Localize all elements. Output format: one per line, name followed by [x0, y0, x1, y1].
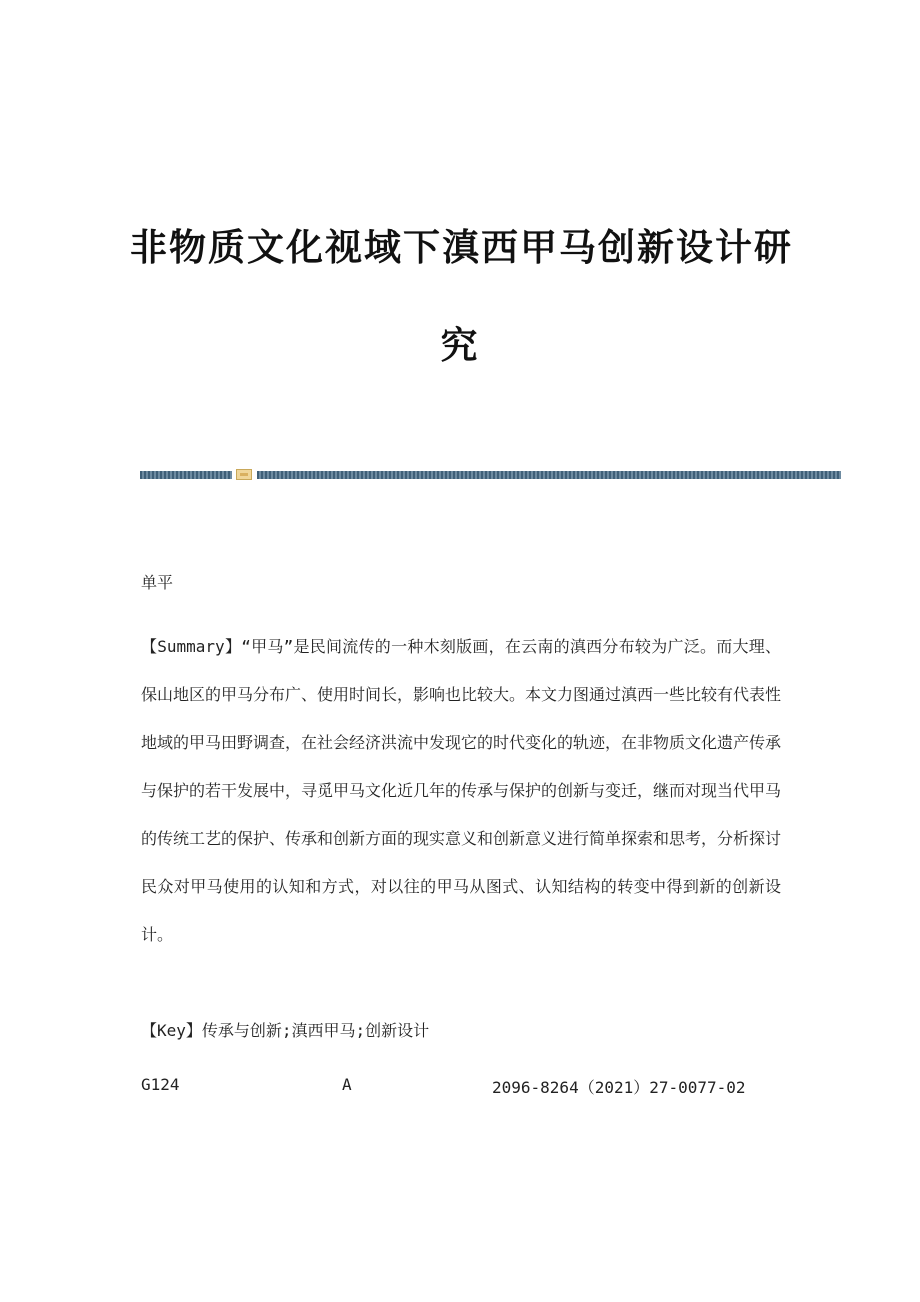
title-divider-right [257, 471, 841, 479]
summary-text: “甲马”是民间流传的一种木刻版画，在云南的滇西分布较为广泛。而大理、保山地区的甲马分布广、使用时间长，影响也比较大。本文力图通过滇西一些比较有代表性地域的甲马田野调查，在社会经济洪流中发现它的时代变化的轨迹，在非物质文化遗产传承与保护的若干发展中，寻觅甲马文化近几年的传承与保护的创新与变迁，继而对现当代甲马的传统工艺的保护、传承和创新方面的现实意义和创新意义进行简单探索和思考，分析探讨民众对甲马使用的认知和方式，对以往的甲马从图式、认知结构的转变中得到新的创新设计。 [141, 637, 782, 944]
summary-paragraph [141, 623, 781, 959]
clc-number: G124 [141, 1075, 180, 1094]
document-code: A [342, 1075, 352, 1094]
title-divider-left [140, 471, 232, 479]
author-name: 单平 [141, 573, 174, 592]
page-title: 非物质文化视域下滇西甲马创新设计研 [130, 225, 793, 269]
article-id: 2096-8264（2021）27-0077-02 [492, 1078, 746, 1097]
keywords-text: 传承与创新;滇西甲马;创新设计 [201, 1021, 430, 1040]
page-title-continued: 究 [440, 323, 480, 367]
divider-ornament-icon [236, 469, 252, 480]
summary-label: 【Summary】 [141, 637, 242, 656]
classification-codes [0, 1075, 920, 1099]
keywords-label: 【Key】 [141, 1021, 202, 1040]
keywords-line [141, 1018, 781, 1041]
